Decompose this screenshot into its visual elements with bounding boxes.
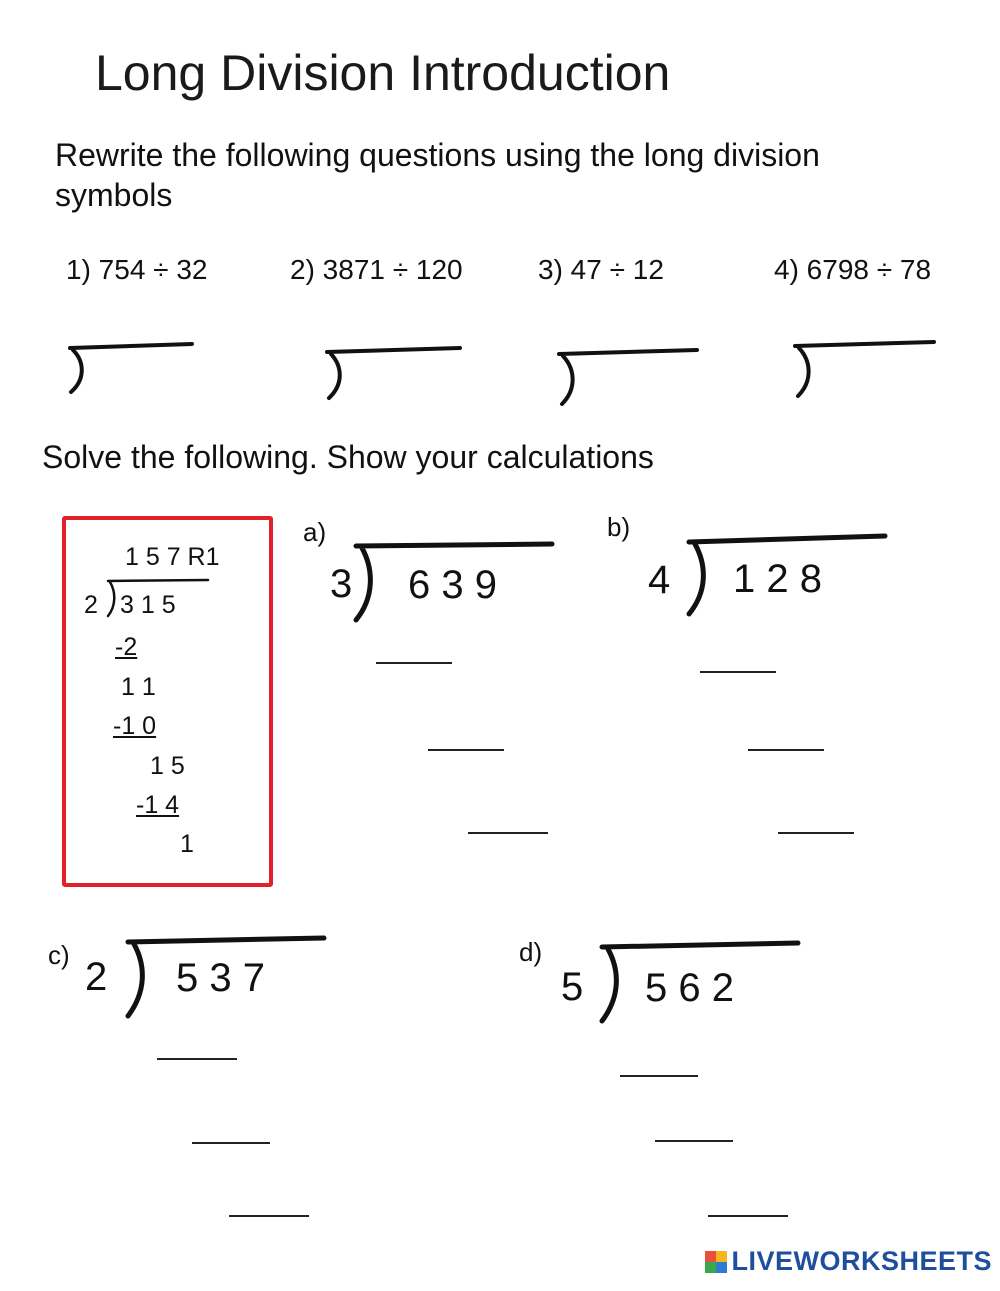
example-quotient: 1 5 7 R1: [125, 543, 220, 571]
answer-blank-d1[interactable]: [620, 1075, 698, 1077]
liveworksheets-brand: LIVEWORKSHEETS: [731, 1246, 992, 1276]
problem-d-label: d): [519, 937, 543, 967]
answer-blank-a2[interactable]: [428, 749, 504, 751]
answer-blank-c1[interactable]: [157, 1058, 237, 1060]
answer-blank-d3[interactable]: [708, 1215, 788, 1217]
problem-b-divisor: 4: [648, 558, 671, 602]
logo-square-yellow: [716, 1251, 727, 1262]
example-step-4: 1 5: [150, 752, 185, 780]
logo-square-blue: [716, 1262, 727, 1273]
answer-blank-c2[interactable]: [192, 1142, 270, 1144]
liveworksheets-logo-icon: [705, 1251, 727, 1273]
logo-square-green: [705, 1262, 716, 1273]
logo-square-red: [705, 1251, 716, 1262]
problem-c-divisor: 2: [85, 955, 108, 999]
answer-blank-c3[interactable]: [229, 1215, 309, 1217]
example-step-5: -1 4: [136, 791, 180, 819]
problem-a-label: a): [303, 517, 327, 547]
instruction-rewrite: Rewrite the following questions using the long division symbols: [55, 137, 820, 213]
question-1: 1) 754 ÷ 32: [66, 254, 208, 285]
example-step-3: -1 0: [113, 712, 157, 740]
problem-b-label: b): [607, 512, 631, 542]
long-division-symbol-3: [554, 342, 704, 408]
long-division-symbol-4: [790, 336, 940, 400]
long-division-symbol-2: [322, 340, 467, 402]
answer-blank-b3[interactable]: [778, 832, 854, 834]
question-3: 3) 47 ÷ 12: [538, 254, 664, 285]
question-4: 4) 6798 ÷ 78: [774, 254, 932, 285]
liveworksheets-logo[interactable]: [705, 1246, 992, 1277]
page-title: Long Division Introduction: [95, 45, 671, 101]
problem-a-divisor: 3: [330, 562, 353, 606]
example-dividend: 3 1 5: [120, 591, 176, 619]
problem-c-dividend: 5 3 7: [176, 956, 265, 1000]
problem-b-dividend: 1 2 8: [733, 557, 822, 601]
problem-a-dividend: 6 3 9: [408, 563, 497, 607]
answer-blank-a1[interactable]: [376, 662, 452, 664]
problem-d-divisor: 5: [561, 965, 584, 1009]
answer-blank-b2[interactable]: [748, 749, 824, 751]
answer-blank-d2[interactable]: [655, 1140, 733, 1142]
problem-d-dividend: 5 6 2: [645, 966, 734, 1010]
example-divisor: 2: [84, 591, 98, 619]
problem-c-label: c): [48, 940, 70, 970]
example-step-1: -2: [115, 633, 138, 661]
example-step-6: 1: [180, 830, 194, 858]
example-step-2: 1 1: [121, 673, 156, 701]
answer-blank-a3[interactable]: [468, 832, 548, 834]
answer-blank-b1[interactable]: [700, 671, 776, 673]
long-division-symbol-1: [65, 338, 200, 398]
question-2: 2) 3871 ÷ 120: [290, 254, 463, 285]
instruction-solve: Solve the following. Show your calculations: [42, 439, 654, 475]
